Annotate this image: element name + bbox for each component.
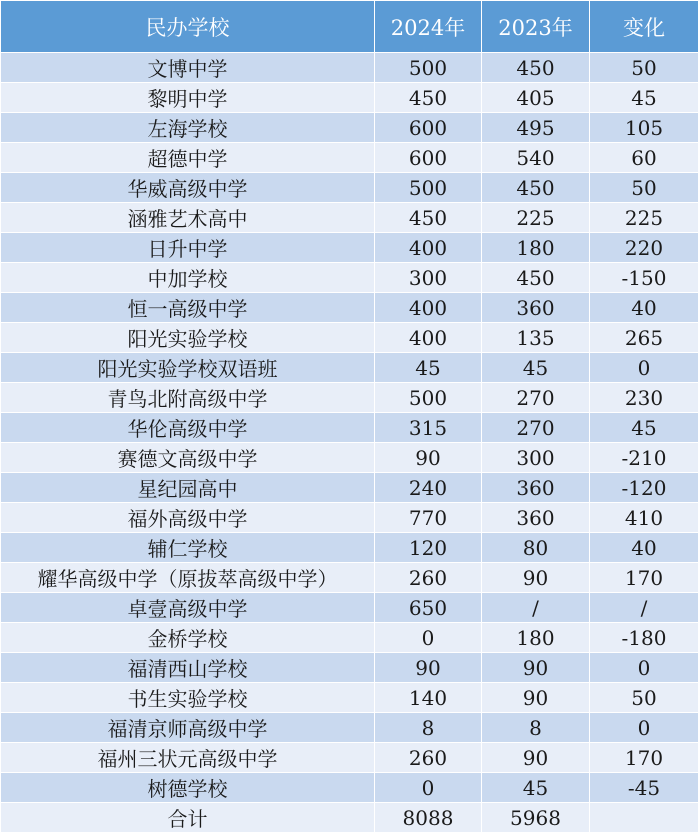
cell-school: 辅仁学校	[1, 533, 375, 563]
cell-2023: 405	[482, 83, 590, 113]
cell-change: /	[590, 593, 698, 623]
cell-change: -180	[590, 623, 698, 653]
cell-2023: 300	[482, 443, 590, 473]
table-row	[1, 173, 698, 203]
cell-2023: 5968	[482, 803, 590, 833]
cell-2023: 450	[482, 173, 590, 203]
cell-2023: 45	[482, 773, 590, 803]
cell-school: 福州三状元高级中学	[1, 743, 375, 773]
table-row	[1, 53, 698, 83]
cell-school: 文博中学	[1, 53, 375, 83]
cell-2023: 180	[482, 623, 590, 653]
cell-change: 0	[590, 653, 698, 683]
cell-2024: 0	[375, 623, 482, 653]
header-row	[1, 1, 698, 53]
cell-change: 410	[590, 503, 698, 533]
cell-change: 0	[590, 713, 698, 743]
cell-change: 40	[590, 293, 698, 323]
cell-school: 赛德文高级中学	[1, 443, 375, 473]
cell-2023: 360	[482, 503, 590, 533]
cell-2024: 450	[375, 83, 482, 113]
cell-2024: 0	[375, 773, 482, 803]
cell-2024: 500	[375, 53, 482, 83]
cell-change: 0	[590, 353, 698, 383]
cell-2023: 135	[482, 323, 590, 353]
cell-school: 耀华高级中学（原拔萃高级中学）	[1, 563, 375, 593]
cell-2024: 8	[375, 713, 482, 743]
cell-2024: 260	[375, 563, 482, 593]
cell-school: 华威高级中学	[1, 173, 375, 203]
cell-2023: 90	[482, 563, 590, 593]
table-row	[1, 83, 698, 113]
cell-2024: 770	[375, 503, 482, 533]
cell-school: 合计	[1, 803, 375, 833]
cell-2024: 650	[375, 593, 482, 623]
table-row	[1, 293, 698, 323]
table-row	[1, 503, 698, 533]
cell-2024: 600	[375, 143, 482, 173]
cell-school: 日升中学	[1, 233, 375, 263]
table-row	[1, 473, 698, 503]
cell-change: 170	[590, 563, 698, 593]
cell-change: 265	[590, 323, 698, 353]
cell-change: -210	[590, 443, 698, 473]
cell-2023: 495	[482, 113, 590, 143]
table-row	[1, 113, 698, 143]
cell-2024: 315	[375, 413, 482, 443]
cell-2023: 90	[482, 743, 590, 773]
table-row	[1, 353, 698, 383]
cell-school: 金桥学校	[1, 623, 375, 653]
table-row	[1, 263, 698, 293]
cell-change	[590, 803, 698, 833]
table-row	[1, 653, 698, 683]
cell-2024: 450	[375, 203, 482, 233]
cell-change: 60	[590, 143, 698, 173]
total-row	[1, 803, 698, 833]
cell-change: 50	[590, 683, 698, 713]
cell-school: 华伦高级中学	[1, 413, 375, 443]
cell-change: 225	[590, 203, 698, 233]
table-row	[1, 683, 698, 713]
cell-2024: 600	[375, 113, 482, 143]
cell-school: 福清京师高级中学	[1, 713, 375, 743]
cell-school: 黎明中学	[1, 83, 375, 113]
cell-2024: 300	[375, 263, 482, 293]
cell-change: -120	[590, 473, 698, 503]
cell-school: 青鸟北附高级中学	[1, 383, 375, 413]
table-row	[1, 623, 698, 653]
cell-2023: 180	[482, 233, 590, 263]
cell-2023: 90	[482, 683, 590, 713]
cell-change: 230	[590, 383, 698, 413]
cell-2023: /	[482, 593, 590, 623]
cell-2024: 400	[375, 293, 482, 323]
table-row	[1, 593, 698, 623]
cell-2023: 80	[482, 533, 590, 563]
header-school: 民办学校	[1, 1, 375, 53]
table-row	[1, 533, 698, 563]
cell-school: 左海学校	[1, 113, 375, 143]
table-row	[1, 713, 698, 743]
cell-2024: 240	[375, 473, 482, 503]
cell-change: 45	[590, 413, 698, 443]
header-2024: 2024年	[375, 1, 482, 53]
table-row	[1, 203, 698, 233]
cell-2024: 260	[375, 743, 482, 773]
cell-change: 50	[590, 173, 698, 203]
cell-change: 45	[590, 83, 698, 113]
cell-school: 恒一高级中学	[1, 293, 375, 323]
cell-2024: 500	[375, 173, 482, 203]
cell-2023: 270	[482, 413, 590, 443]
header-2023: 2023年	[482, 1, 590, 53]
cell-school: 阳光实验学校双语班	[1, 353, 375, 383]
cell-change: 40	[590, 533, 698, 563]
cell-change: -150	[590, 263, 698, 293]
cell-2023: 360	[482, 293, 590, 323]
cell-school: 书生实验学校	[1, 683, 375, 713]
cell-2024: 90	[375, 443, 482, 473]
cell-2024: 45	[375, 353, 482, 383]
cell-2024: 500	[375, 383, 482, 413]
cell-school: 福清西山学校	[1, 653, 375, 683]
cell-2023: 270	[482, 383, 590, 413]
table-row	[1, 383, 698, 413]
table-body	[1, 53, 698, 833]
cell-2023: 90	[482, 653, 590, 683]
cell-2024: 140	[375, 683, 482, 713]
cell-2023: 45	[482, 353, 590, 383]
table-row	[1, 233, 698, 263]
cell-2023: 8	[482, 713, 590, 743]
table-row	[1, 323, 698, 353]
cell-change: 50	[590, 53, 698, 83]
table-row	[1, 413, 698, 443]
table-row	[1, 143, 698, 173]
cell-change: 170	[590, 743, 698, 773]
table-row	[1, 773, 698, 803]
cell-2024: 120	[375, 533, 482, 563]
cell-change: 105	[590, 113, 698, 143]
cell-school: 涵雅艺术高中	[1, 203, 375, 233]
cell-2023: 540	[482, 143, 590, 173]
cell-2024: 400	[375, 233, 482, 263]
cell-school: 中加学校	[1, 263, 375, 293]
cell-2024: 400	[375, 323, 482, 353]
cell-2023: 450	[482, 263, 590, 293]
cell-change: 220	[590, 233, 698, 263]
cell-change: -45	[590, 773, 698, 803]
table-row	[1, 743, 698, 773]
cell-school: 树德学校	[1, 773, 375, 803]
cell-2023: 225	[482, 203, 590, 233]
cell-school: 超德中学	[1, 143, 375, 173]
cell-2023: 360	[482, 473, 590, 503]
cell-school: 阳光实验学校	[1, 323, 375, 353]
cell-school: 卓壹高级中学	[1, 593, 375, 623]
cell-2023: 450	[482, 53, 590, 83]
cell-2024: 8088	[375, 803, 482, 833]
cell-school: 福外高级中学	[1, 503, 375, 533]
header-change: 变化	[590, 1, 698, 53]
cell-2024: 90	[375, 653, 482, 683]
cell-school: 星纪园高中	[1, 473, 375, 503]
table-row	[1, 443, 698, 473]
table-row	[1, 563, 698, 593]
